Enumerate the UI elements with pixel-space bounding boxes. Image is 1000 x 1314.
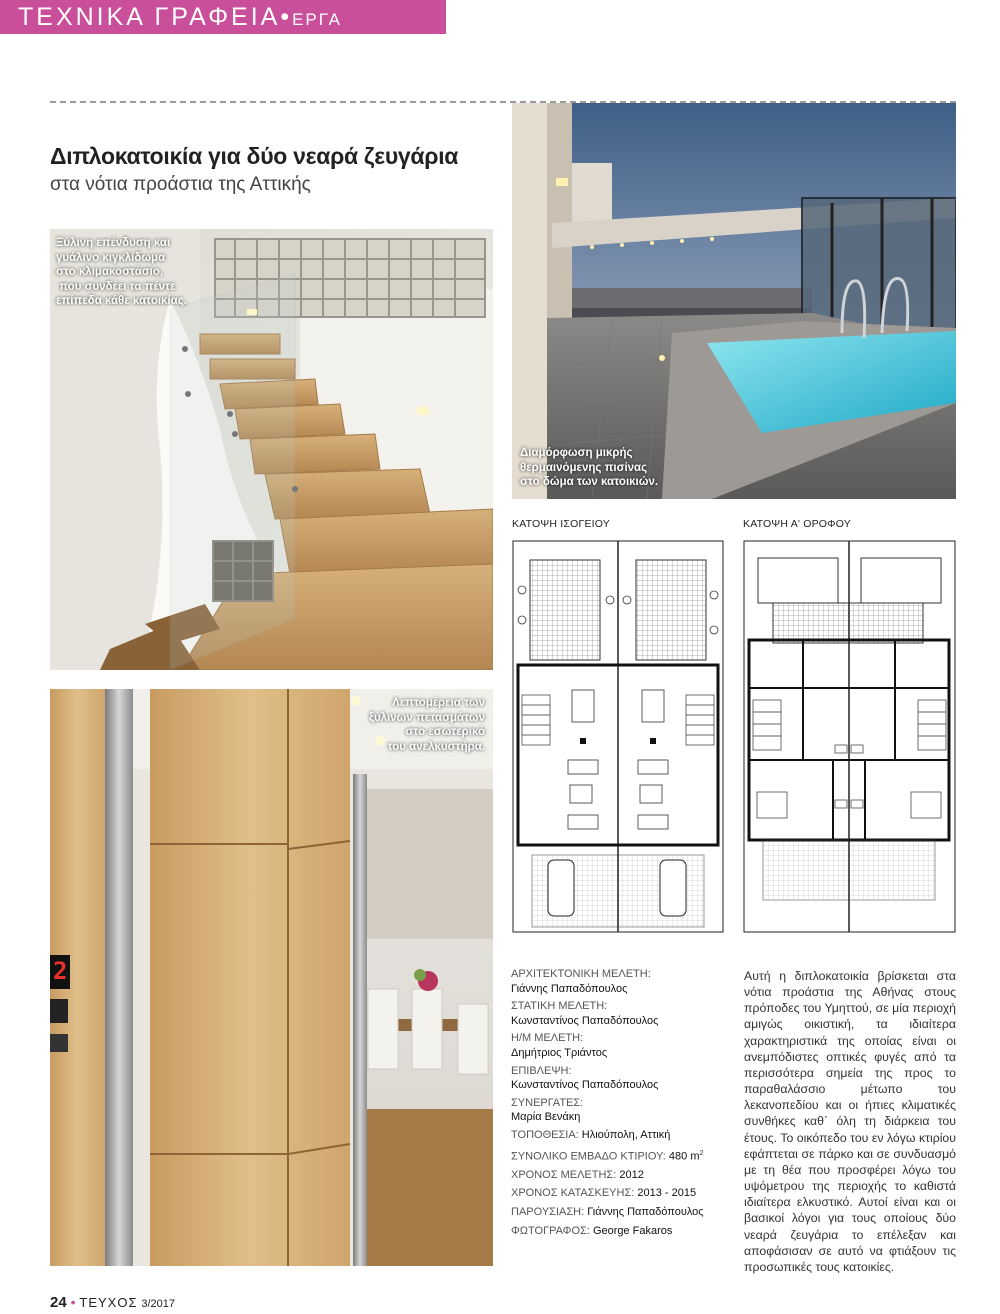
ground-floor-plan-title: ΚΑΤΟΨΗ ΙΣΟΓΕΙΟΥ	[512, 518, 611, 530]
credit-construction-year-label: ΧΡΟΝΟΣ ΚΑΤΑΣΚΕΥΗΣ:	[511, 1187, 635, 1200]
first-floor-plan	[743, 540, 956, 933]
credit-architectural-label: ΑΡΧΙΤΕΚΤΟΝΙΚΗ ΜΕΛΕΤΗ:	[511, 968, 651, 980]
page-number: 24	[50, 1294, 67, 1311]
credit-supervision-value: Κωνσταντίνος Παπαδόπουλος	[511, 1079, 659, 1092]
credit-study-year-value: 2012	[619, 1168, 644, 1181]
credit-location-label: ΤΟΠΟΘΕΣΙΑ:	[511, 1128, 579, 1141]
section-name: ΤΕΧΝΙΚΑ ΓΡΑΦΕΙΑ	[18, 3, 281, 31]
pool-photo	[512, 103, 956, 499]
credit-mep-label: Η/Μ ΜΕΛΕΤΗ:	[511, 1032, 584, 1045]
credit-structural-value: Κωνσταντίνος Παπαδόπουλος	[511, 1014, 659, 1027]
credit-supervision-label: ΕΠΙΒΛΕΨΗ:	[511, 1064, 572, 1077]
credit-area-superscript: 2	[699, 1149, 704, 1157]
elevator-photo	[50, 689, 493, 1266]
magazine-name: ΤΕΥΧΟΣ	[79, 1295, 138, 1310]
credit-photographer-value: George Fakaros	[592, 1224, 673, 1237]
credit-structural-label: ΣΤΑΤΙΚΗ ΜΕΛΕΤΗ:	[511, 1000, 608, 1013]
article-subtitle: στα νότια προάστια της Αττικής	[50, 174, 311, 195]
credit-area-value: 480 m	[668, 1150, 700, 1163]
article-title: Διπλοκατοικία για δύο νεαρά ζευγάρια	[50, 143, 459, 169]
first-floor-plan-drawing	[743, 540, 956, 933]
footer-separator: •	[70, 1294, 76, 1310]
first-floor-plan-title: ΚΑΤΟΨΗ Α' ΟΡΟΦΟΥ	[743, 518, 851, 530]
credit-mep-value: Δημήτριος Τριάντος	[511, 1046, 608, 1059]
credit-area-label: ΣΥΝΟΛΙΚΟ ΕΜΒΑΔΟ ΚΤΙΡΙΟΥ:	[511, 1150, 666, 1163]
staircase-photo	[50, 229, 493, 670]
credit-study-year-label: ΧΡΟΝΟΣ ΜΕΛΕΤΗΣ:	[511, 1168, 617, 1181]
project-credits	[511, 967, 721, 1242]
staircase-caption: Ξύλινη επένδυση και γυάλινο κιγκλίδωμα στο κλιμακοστάσιο, που συνδέει τα πέντε επίπεδα κάθε κατοικίας.	[56, 237, 187, 307]
credit-photographer-label: ΦΩΤΟΓΡΑΦΟΣ:	[511, 1224, 590, 1237]
credit-location-value: Ηλιούπολη, Αττική	[581, 1128, 671, 1141]
section-separator: •	[280, 3, 293, 31]
ground-floor-plan-drawing	[512, 540, 724, 933]
credit-collaborators-value: Μαρία Βενάκη	[511, 1111, 581, 1124]
pool-illustration	[512, 103, 956, 499]
elevator-caption: Λεπτομέρεια των ξύλινων πετασμάτων στο εσωτερικό του ανελκυστήρα.	[368, 697, 485, 753]
section-category: ΕΡΓΑ	[292, 10, 342, 29]
pool-caption: Διαμόρφωση μικρής θερμαινόμενης πισίνας στο δώμα των κατοικιών.	[520, 447, 659, 488]
credit-construction-year-value: 2013 - 2015	[637, 1187, 697, 1200]
elevator-illustration	[50, 689, 493, 1266]
credit-architectural-value: Γιάννης Παπαδόπουλος	[511, 982, 628, 995]
section-header-tab	[0, 0, 446, 34]
credit-presentation-label: ΠΑΡΟΥΣΙΑΣΗ:	[511, 1205, 585, 1218]
elevator-floor-display: 2	[53, 957, 68, 985]
credit-presentation-value: Γιάννης Παπαδόπουλος	[587, 1205, 704, 1218]
article-body: Αυτή η διπλοκατοικία βρίσκεται στα νότια προάστια της Αθήνας στους πρόποδες του Υμηττού, σε μία περιοχή αμιγώς οικιστική, τα ιδιαίτερα χαρακτηριστικά της οποίας είναι οι ανεμπόδιστες οπτικές φυγές από τα περισσότερα σημεία της προς το παραθαλάσσιο μέτωπο του λεκανοπεδίου και οι ήπιες κλιματικές συνθήκες καθ΄ όλη τη διάρκεια του έτους. Το οικόπεδο του εν λόγω κτιρίου εφάπτεται σε πάρκο και σε συνδυασμό με τη θέα που προσφέρει λόγω του υψόμετρου της περιοχής το καθιστά ιδιαίτερα ελκυστικό. Αυτοί είναι και οι βασικοί λόγοι για τους οποίους δύο νεαρά ζευγάρια το επέλεξαν και αποφάσισαν σε αυτό να φτιάξουν τις προσωπικές τους κατοικίες.	[744, 969, 956, 1274]
credit-collaborators-label: ΣΥΝΕΡΓΑΤΕΣ:	[511, 1096, 584, 1109]
issue-number: 3/2017	[141, 1298, 176, 1310]
page-footer	[50, 1294, 175, 1311]
ground-floor-plan	[512, 540, 724, 933]
